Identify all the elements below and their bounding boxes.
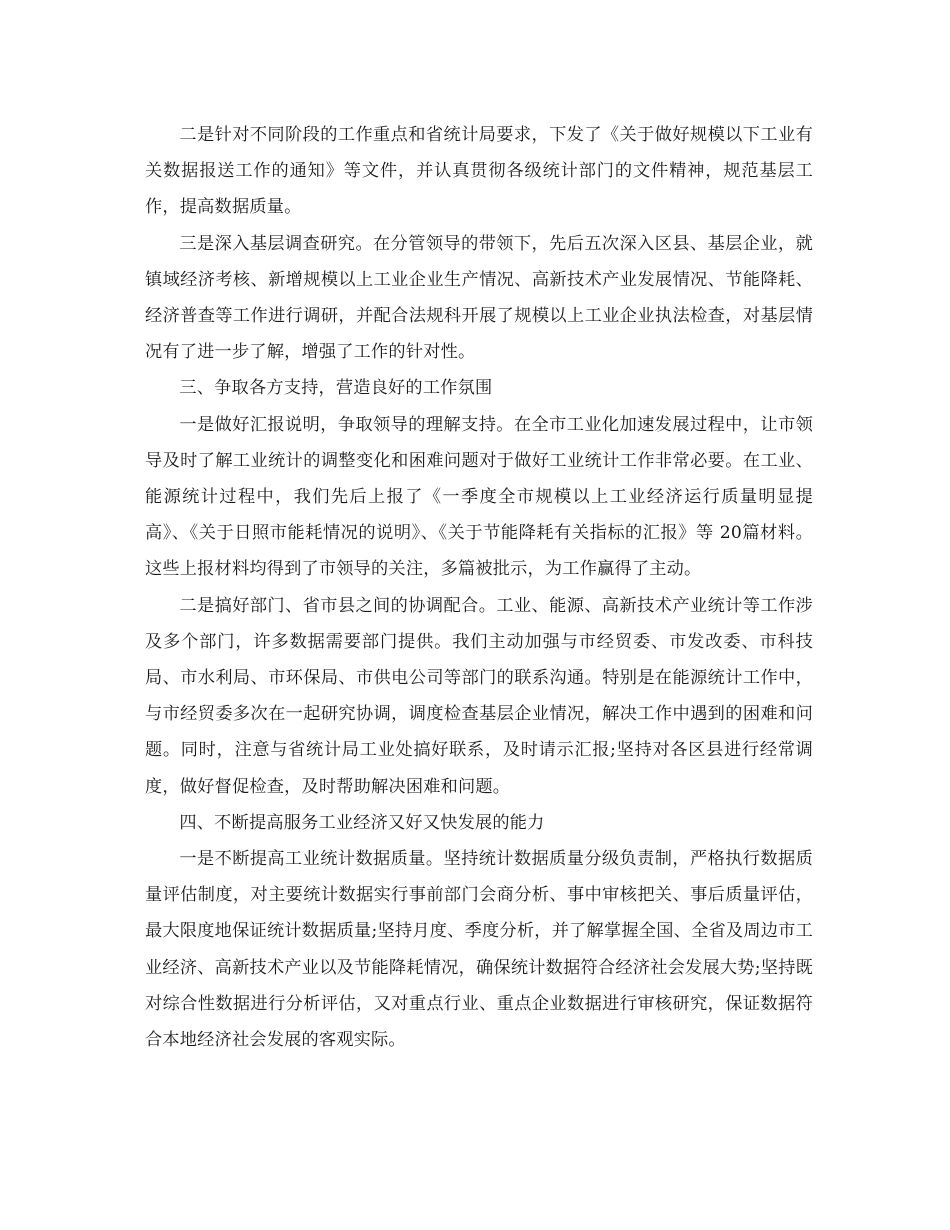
section-heading-service: 四、不断提高服务工业经济又好又快发展的能力 <box>179 812 545 833</box>
section-heading-support: 三、争取各方支持，营造良好的工作氛围 <box>179 378 493 399</box>
paragraph-reporting: 一是做好汇报说明，争取领导的理解支持。在全市工业化加速发展过程中，让市领导及时了解工业统计的调整变化和困难问题对于做好工业统计工作非常必要。在工业、能源统计过程中，我们先后上报了《一季度全市规模以上工业经济运行质量明显提高》、《关于日照市能耗情况的说明》、《关于节能降耗有关指标的汇报》等 20篇材料。这些上报材料均得到了市领导的关注，多篇被批示，为工作赢得了主动。 <box>145 414 813 580</box>
paragraph-field-research: 三是深入基层调查研究。在分管领导的带领下，先后五次深入区县、基层企业，就镇域经济考核、新增规模以上工业企业生产情况、高新技术产业发展情况、节能降耗、经济普查等工作进行调研，并配合法规科开展了规模以上工业企业执法检查，对基层情况有了进一步了解，增强了工作的针对性。 <box>145 233 813 363</box>
document-body <box>145 117 813 1058</box>
paragraph-coordination: 二是搞好部门、省市县之间的协调配合。工业、能源、高新技术产业统计等工作涉及多个部门，许多数据需要部门提供。我们主动加强与市经贸委、市发改委、市科技局、市水利局、市环保局、市供电公司等部门的联系沟通。特别是在能源统计工作中，与市经贸委多次在一起研究协调，调度检查基层企业情况，解决工作中遇到的困难和问题。同时，注意与省统计局工业处搞好联系，及时请示汇报;坚持对各区县进行经常调度，做好督促检查，及时帮助解决困难和问题。 <box>145 595 813 797</box>
paragraph-data-quality: 一是不断提高工业统计数据质量。坚持统计数据质量分级负责制，严格执行数据质量评估制度，对主要统计数据实行事前部门会商分析、事中审核把关、事后质量评估，最大限度地保证统计数据质量;坚持月度、季度分析，并了解掌握全国、全省及周边市工业经济、高新技术产业以及节能降耗情况，确保统计数据符合经济社会发展大势;坚持既对综合性数据进行分析评估，又对重点行业、重点企业数据进行审核研究，保证数据符合本地经济社会发展的客观实际。 <box>145 849 813 1051</box>
paragraph-directive-documents: 二是针对不同阶段的工作重点和省统计局要求，下发了《关于做好规模以下工业有关数据报送工作的通知》等文件，并认真贯彻各级统计部门的文件精神，规范基层工作，提高数据质量。 <box>145 125 813 218</box>
